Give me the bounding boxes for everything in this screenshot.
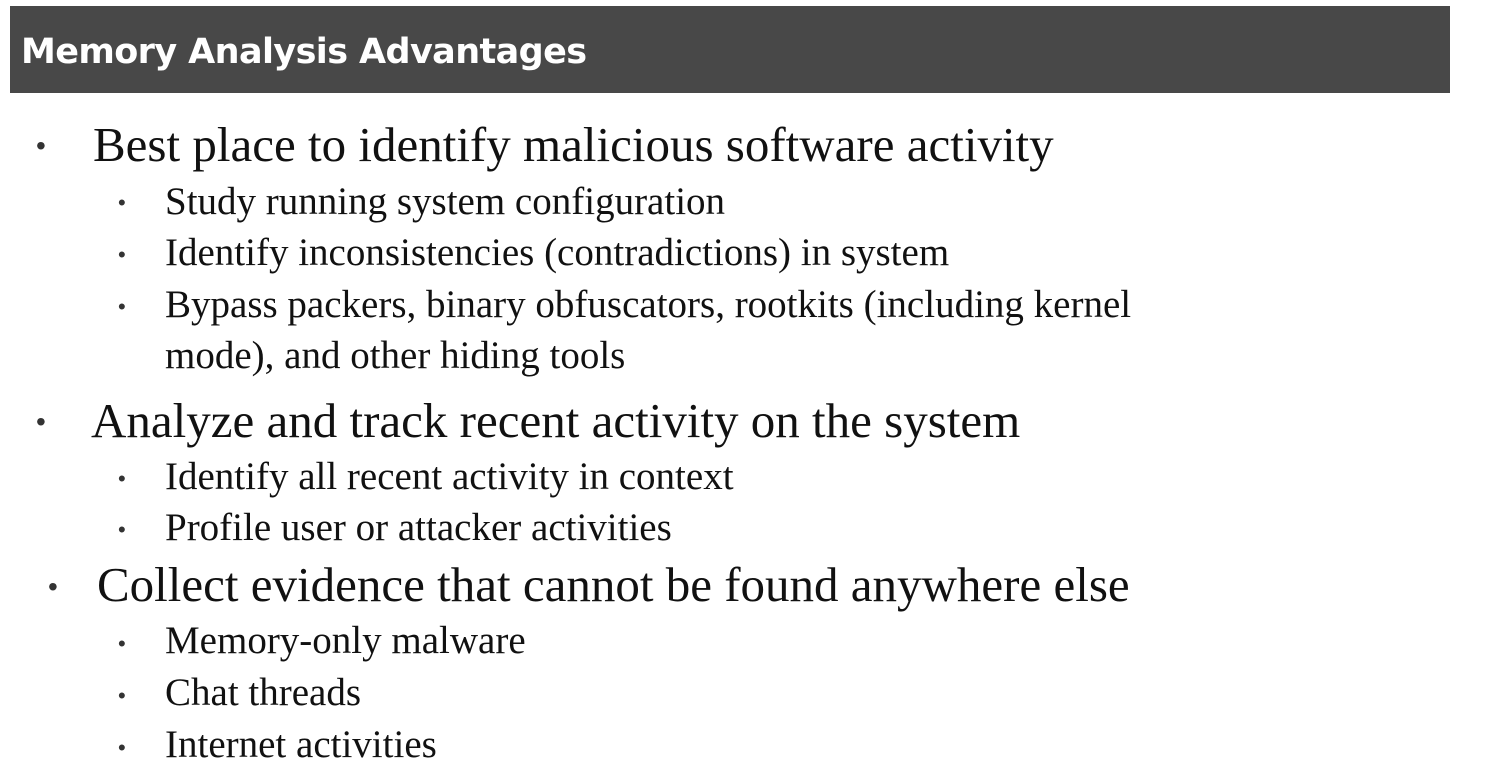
bullet-heading: Collect evidence that cannot be found anywhere else: [97, 557, 1130, 612]
sub-bullet-text-continued: mode), and other hiding tools: [165, 334, 626, 377]
bullet-icon: •: [118, 242, 126, 267]
sub-bullet-text: Identify all recent activity in context: [165, 455, 734, 498]
sub-bullet-text: Chat threads: [165, 671, 362, 714]
bullet-icon: •: [48, 571, 58, 602]
bullet-icon: •: [118, 190, 126, 215]
bullet-icon: •: [36, 130, 46, 161]
slide-title: Memory Analysis Advantages: [21, 32, 587, 72]
sub-bullet-text: Study running system configuration: [165, 180, 726, 223]
bullet-icon: •: [36, 406, 46, 437]
bullet-heading: Best place to identify malicious software activity: [93, 117, 1054, 172]
bullet-icon: •: [118, 466, 126, 491]
bullet-icon: •: [118, 683, 126, 708]
sub-bullet-text: Memory-only malware: [165, 619, 526, 662]
sub-bullet-text: Internet activities: [165, 723, 437, 766]
sub-bullet-text: Profile user or attacker activities: [165, 506, 672, 549]
bullet-heading: Analyze and track recent activity on the system: [91, 393, 1021, 448]
title-bar: [10, 6, 1450, 93]
bullet-icon: •: [118, 735, 126, 760]
bullet-icon: •: [118, 294, 126, 319]
bullet-icon: •: [118, 631, 126, 656]
sub-bullet-text: Identify inconsistencies (contradictions) in system: [165, 231, 950, 274]
sub-bullet-text: Bypass packers, binary obfuscators, rootkits (including kernel: [165, 283, 1132, 326]
bullet-icon: •: [118, 517, 126, 542]
